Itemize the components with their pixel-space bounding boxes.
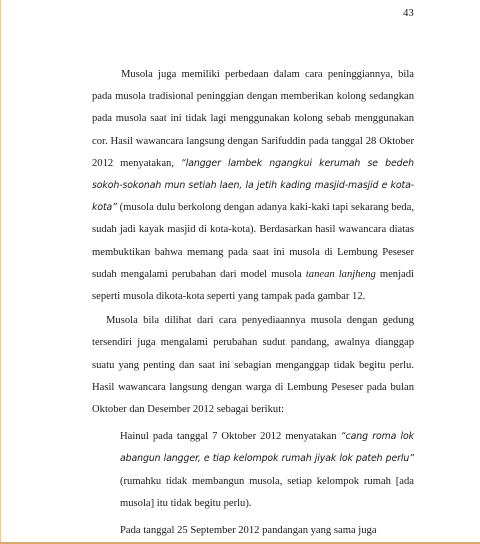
madurese-quote: “cang roma lok abangun langger, e tiap kelompok rumah jiyak lok pateh perlu”	[120, 431, 415, 465]
quote-text: (rumahku tidak membangun musola, setiap kelompok rumah [ada musola] itu tidak begitu perlu).	[120, 475, 414, 509]
quote-text: Hainul pada tanggal 7 Oktober 2012 menyatakan	[120, 431, 337, 443]
block-quote-hainul	[120, 426, 414, 515]
paragraph-musola-provision: Musola bila dilihat dari cara penyediaannya musola dengan gedung tersendiri juga mengalami perubahan sudut pandang, awalnya dianggap suatu yang penting dan saat ini sebagian menganggap tidak begitu perlu. Hasil wawancara langsung dengan warga di Lembung Peseser pada bulan Oktober dan Desember 2012 sebagai berikut:	[92, 315, 414, 416]
page-number: 43	[403, 8, 414, 19]
madurese-quote: “langger lambek ngangkui kerumah se bedeh sokoh-sokonah mun setiah laen, la jetih kading masjid-masjid e kota-kota”	[92, 157, 414, 214]
block-quote-september: Pada tanggal 25 September 2012 pandangan yang sama juga	[120, 525, 377, 537]
paragraph-text: (musola dulu berkolong dengan adanya kaki-kaki tapi sekarang beda, sudah jadi kayak masjid di kota-kota). Berdasarkan hasil wawancara diatas membuktikan bahwa memang pada saat ini musola di Lembung Peseser sudah mengalami perubahan dari model musola	[92, 202, 414, 280]
italic-term: tanean lanjheng	[305, 268, 376, 280]
document-body	[92, 64, 414, 542]
paragraph-text: menjadi seperti musola dikota-kota seperti yang tampak pada gambar 12.	[92, 268, 414, 303]
paragraph-musola-elevation	[92, 64, 414, 308]
paragraph-text: Musola juga memiliki perbedaan dalam cara peninggiannya, bila pada musola tradisional peninggian dengan memberikan kolong sedangkan pada musola saat ini tidak lagi menggunakan kolong sebab menggunakan cor. Hasil wawancara langsung dengan Sarifuddin pada tanggal 28 Oktober 2012 menyatakan,	[92, 69, 414, 169]
